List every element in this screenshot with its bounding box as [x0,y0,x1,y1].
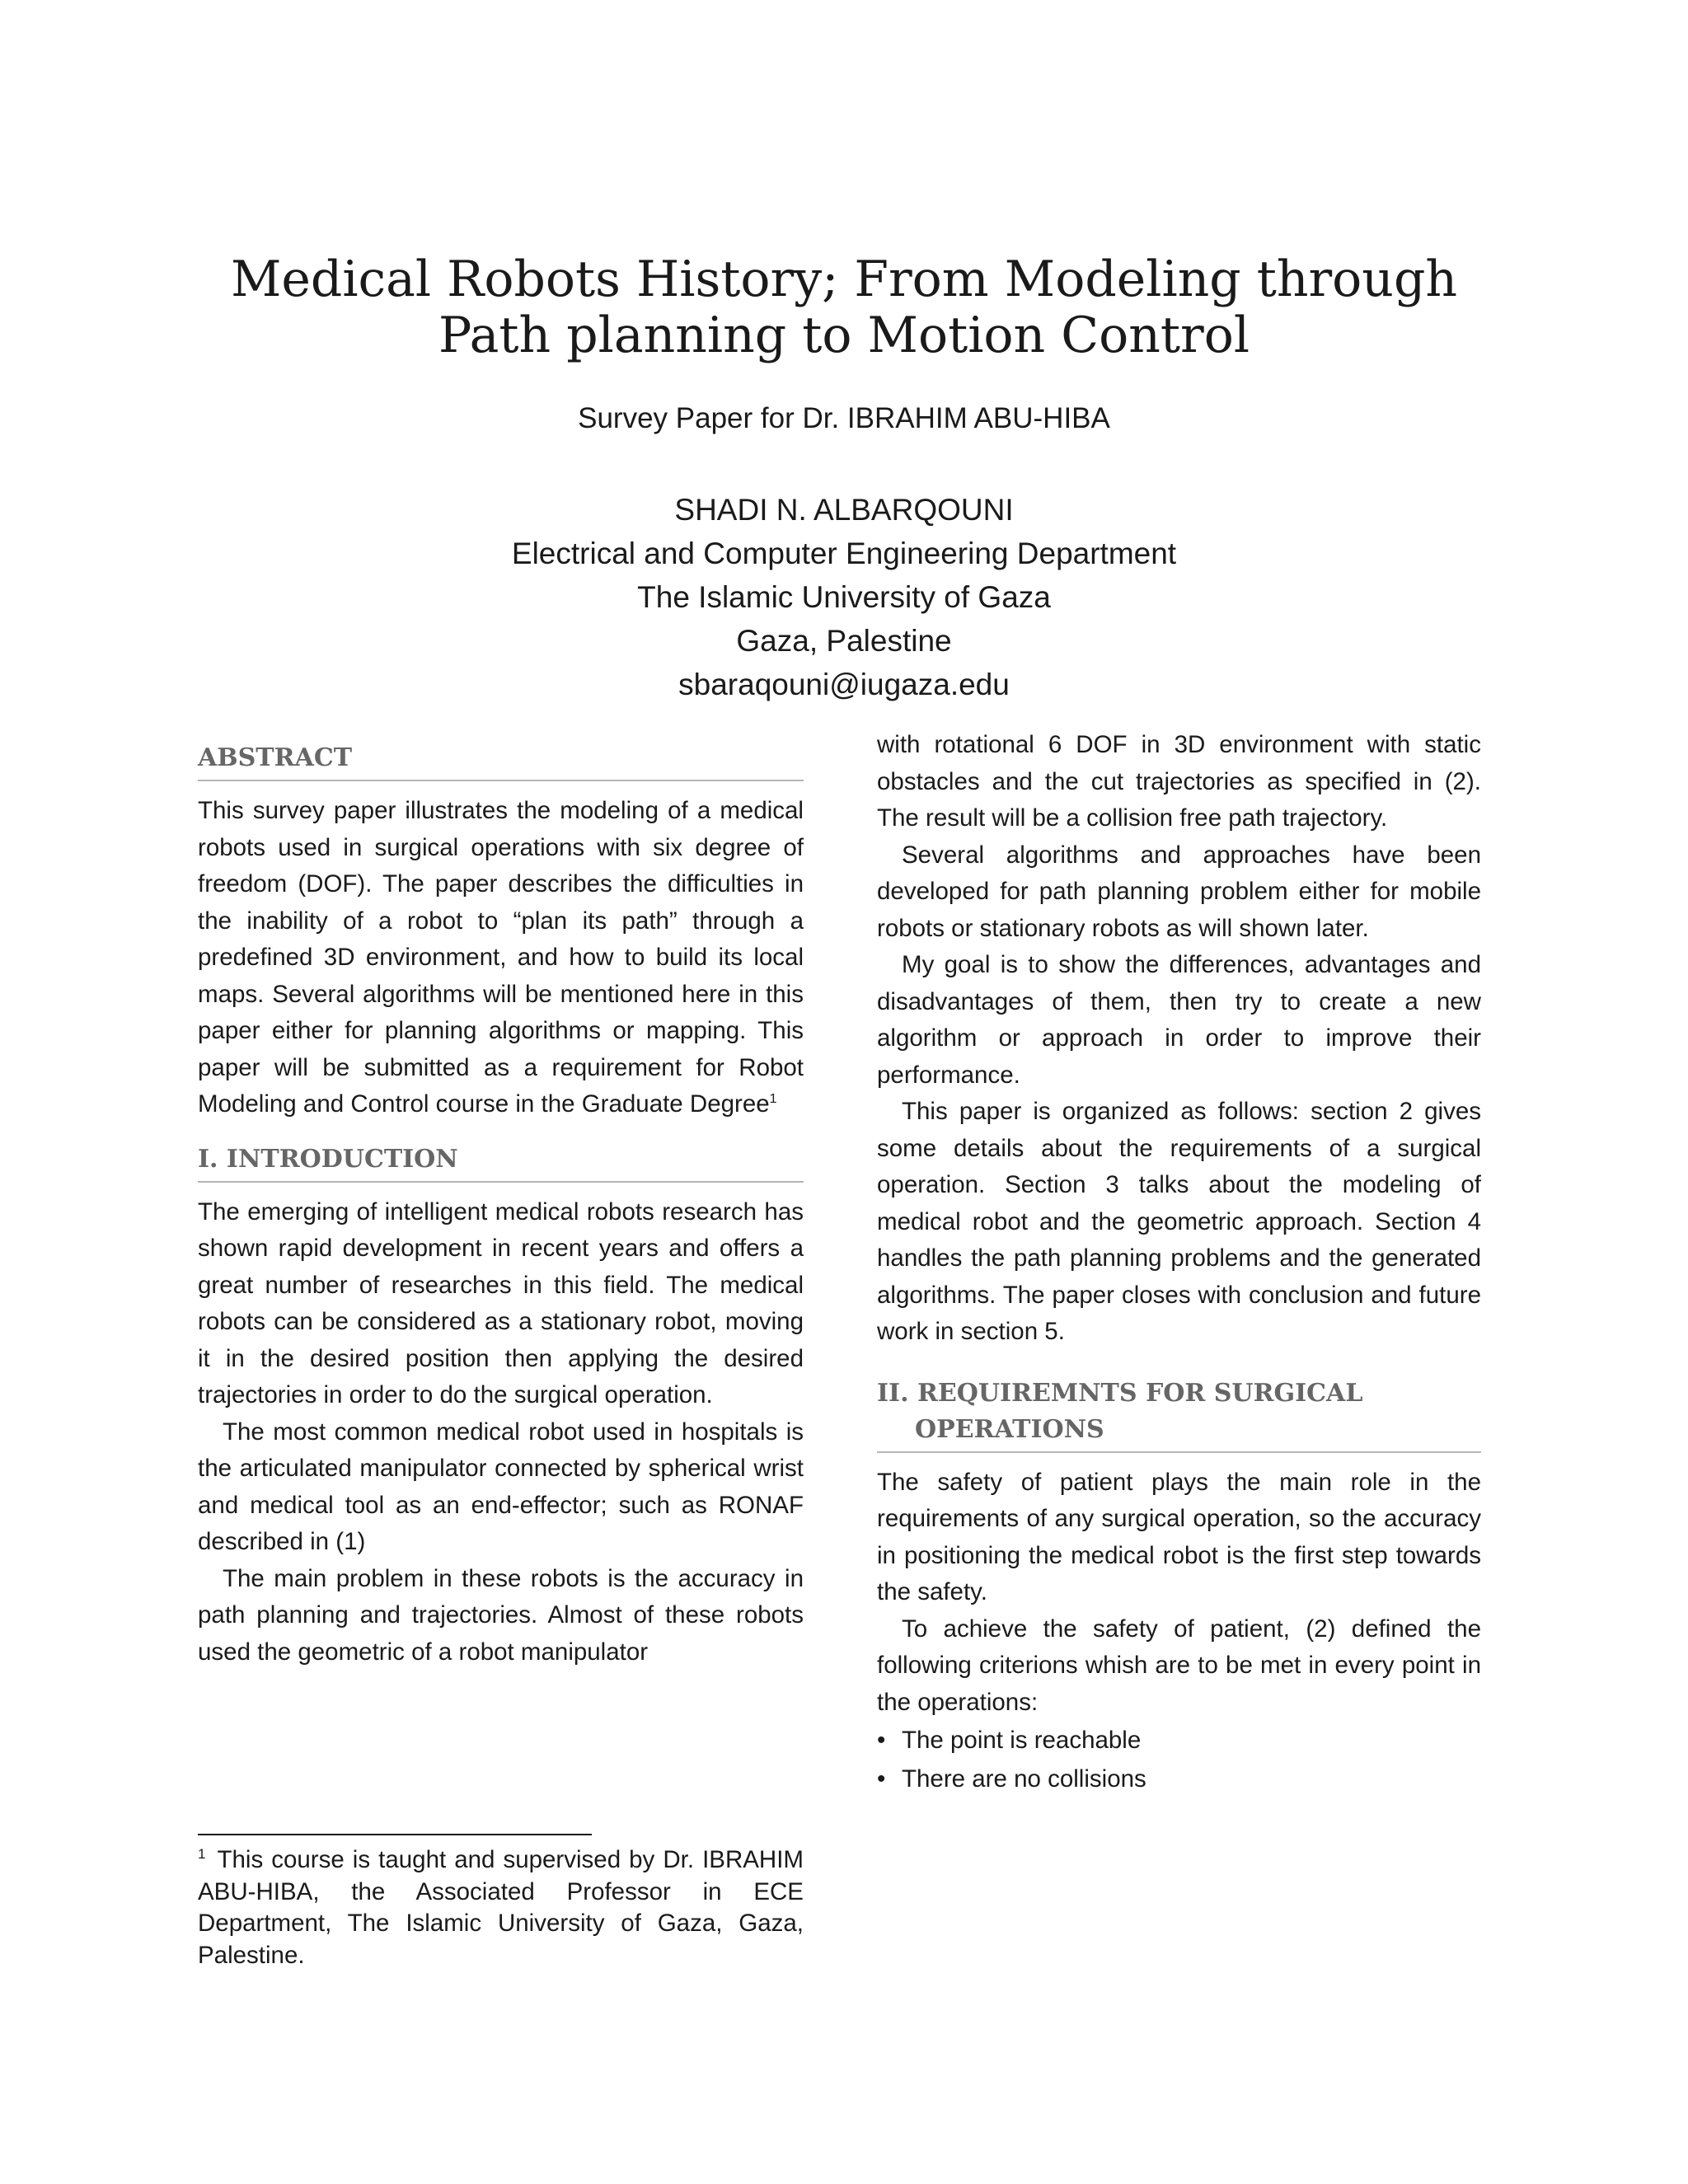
introduction-paragraph-3: The main problem in these robots is the accuracy in path planning and trajectories. Almost of these robots used the geometric of a robot manipulator [198,1564,804,1666]
author-block [0,488,1688,706]
right-column [877,727,1481,1798]
introduction-paragraph-6: This paper is organized as follows: section 2 gives some details about the requirements of a surgical operation. Section 3 talks about the modeling of medical robot and the geometric approach. Section 4 handles the path planning problems and the generated algorithms. The paper closes with conclusion and future work in section 5. [877,1098,1481,1345]
introduction-paragraph-5: My goal is to show the differences, advantages and disadvantages of them, then try to create a new algorithm or approach in order to improve their performance. [877,951,1481,1089]
title-line-2: Path planning to Motion Control [438,307,1250,364]
introduction-paragraph-2: The most common medical robot used in hospitals is the articulated manipulator connected by spherical wrist and medical tool as an end-effector; such as RONAF described in (1) [198,1418,804,1555]
requirements-heading [877,1376,1481,1453]
author-email: sbaraqouni@iugaza.edu [678,668,1010,701]
requirements-heading-line-2: OPERATIONS [915,1414,1104,1444]
left-column [198,740,804,1671]
author-university: The Islamic University of Gaza [637,580,1051,614]
footnote [198,1844,804,1971]
bullet-icon: • [877,1765,886,1793]
footnote-divider [198,1834,592,1835]
requirements-heading-line-1: II. REQUIREMNTS FOR SURGICAL [877,1378,1363,1408]
introduction-heading: I. INTRODUCTION [198,1141,804,1183]
list-item-text: There are no collisions [902,1765,1146,1793]
requirements-criteria-list [877,1721,1481,1798]
author-location: Gaza, Palestine [736,624,952,658]
author-department: Electrical and Computer Engineering Department [511,537,1177,570]
introduction-paragraph-3-continued: with rotational 6 DOF in 3D environment with static obstacles and the cut trajectories as specified in (2). The result will be a collision free path trajectory. [877,731,1481,832]
list-item-text: The point is reachable [902,1727,1142,1754]
introduction-paragraph-4: Several algorithms and approaches have been developed for path planning problem either for mobile robots or stationary robots as will shown later. [877,841,1481,942]
footnote-reference[interactable]: 1 [769,1092,777,1107]
requirements-paragraph-1: The safety of patient plays the main role in the requirements of any surgical operation, so the accuracy in positioning the medical robot is the first step towards the safety. [877,1468,1481,1605]
abstract-heading: ABSTRACT [198,740,804,781]
title-line-1: Medical Robots History; From Modeling through [230,251,1458,308]
list-item [877,1721,1481,1760]
list-item [877,1760,1481,1798]
bullet-icon: • [877,1727,886,1754]
footnote-text: This course is taught and supervised by Dr. IBRAHIM ABU-HIBA, the Associated Professor in ECE Department, The Islamic University of Gaza, Gaza, Palestine. [198,1846,804,1969]
paper-title [0,251,1688,363]
paper-subtitle: Survey Paper for Dr. IBRAHIM ABU-HIBA [578,402,1110,434]
requirements-paragraph-2: To achieve the safety of patient, (2) defined the following criterions whish are to be met in every point in the operations: [877,1615,1481,1716]
abstract-text [198,793,804,1123]
introduction-paragraph-1: The emerging of intelligent medical robots research has shown rapid development in recent years and offers a great number of researches in this field. The medical robots can be considered as a stationary robot, moving it in the desired position then applying the desired trajectories in order to do the surgical operation. [198,1197,804,1408]
footnote-mark: 1 [198,1846,206,1863]
author-name: SHADI N. ALBARQOUNI [674,493,1014,527]
abstract-body: This survey paper illustrates the modeling of a medical robots used in surgical operations with six degree of freedom (DOF). The paper describes the difficulties in the inability of a robot to “plan its path” through a predefined 3D environment, and how to build its local maps. Several algorithms will be mentioned here in this paper either for planning algorithms or mapping. This paper will be submitted as a requirement for Robot Modeling and Control course in the Graduate Degree [198,797,804,1118]
